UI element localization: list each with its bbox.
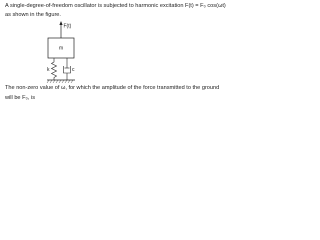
problem-statement-line-3: The non-zero value of ω, for which the amplitude of the force transmitted to the ground xyxy=(5,85,220,91)
problem-statement-line-1: A single-degree-of-freedom oscillator is subjected to harmonic excitation F(t) = F₀ cos(ωt) xyxy=(5,3,226,9)
damper xyxy=(64,58,71,80)
spring-label: k xyxy=(47,67,50,73)
problem-statement-line-2: as shown in the figure. xyxy=(5,12,61,18)
ground xyxy=(47,80,75,83)
problem-statement-line-4: will be F₀, is xyxy=(5,95,35,101)
spring xyxy=(52,58,57,80)
force-arrow xyxy=(59,21,62,38)
force-label: F(t) xyxy=(63,23,72,30)
damper-label: c xyxy=(72,67,75,73)
mass-label: m xyxy=(59,45,64,52)
